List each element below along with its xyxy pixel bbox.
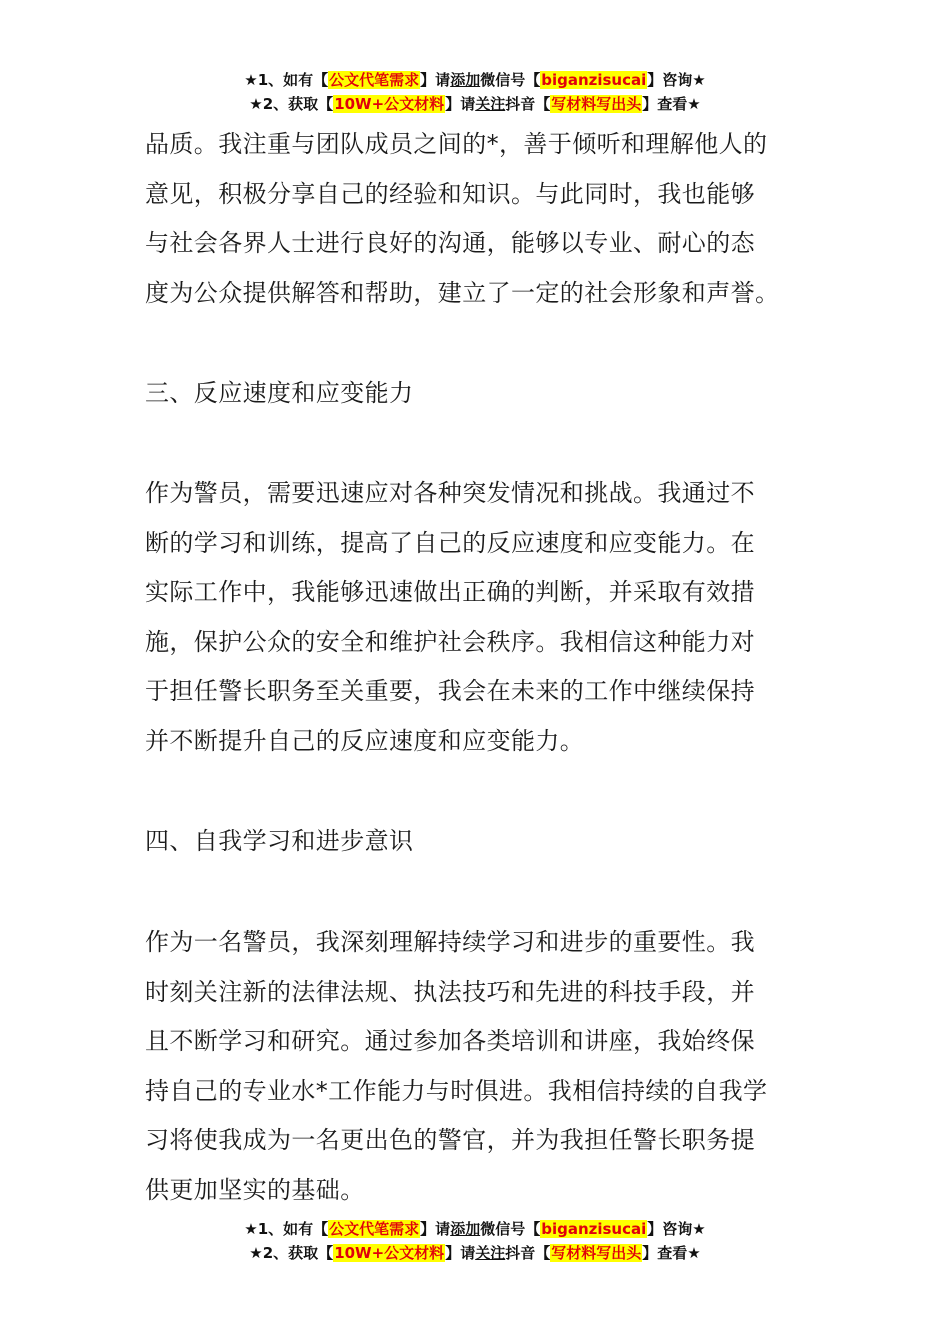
promo-line-1	[0, 1217, 950, 1241]
promo-highlight: 公文代笔需求	[329, 1220, 420, 1238]
promo-text: 】请	[445, 95, 476, 113]
promo-underline-text: 关注	[475, 95, 506, 113]
promo-text: 】请	[445, 1244, 476, 1262]
text-line: 断的学习和训练，提高了自己的反应速度和应变能力。在	[145, 528, 755, 557]
promo-text: 】请	[420, 1220, 451, 1238]
promo-banner-top	[0, 68, 950, 116]
text-line: 且不断学习和研究。通过参加各类培训和讲座，我始终保	[145, 1027, 755, 1055]
text-line: 度为公众提供解答和帮助，建立了一定的社会形象和声誉。	[145, 278, 780, 307]
promo-highlight: 写材料写出头	[551, 95, 642, 113]
text-line: 品质。我注重与团队成员之间的*，善于倾听和理解他人的	[145, 130, 768, 158]
text-line: 持自己的专业水*工作能力与时俱进。我相信持续的自我学	[145, 1076, 768, 1105]
promo-text: 】咨询★	[647, 71, 706, 89]
promo-underline-text: 关注	[475, 1244, 506, 1262]
section-heading-3	[145, 369, 810, 419]
promo-highlight: 写材料写出头	[551, 1244, 642, 1262]
promo-line-1	[0, 68, 950, 92]
promo-highlight: 10W+公文材料	[334, 95, 445, 113]
text-line: 习将使我成为一名更出色的警官，并为我担任警长职务提	[145, 1126, 755, 1154]
promo-line-2	[0, 92, 950, 116]
text-line: 实际工作中，我能够迅速做出正确的判断，并采取有效措	[145, 578, 755, 606]
promo-text: ★2、获取【	[249, 95, 334, 113]
text-line: 施，保护公众的安全和维护社会秩序。我相信这种能力对	[145, 627, 755, 656]
paragraph-self-learning	[145, 918, 810, 1215]
paragraph-reaction-speed	[145, 469, 810, 766]
promo-underline-text: 添加	[450, 1220, 481, 1238]
promo-text: 】咨询★	[647, 1220, 706, 1238]
promo-highlight: 公文代笔需求	[329, 71, 420, 89]
promo-banner-bottom	[0, 1217, 950, 1265]
promo-line-2	[0, 1241, 950, 1265]
promo-text: ★1、如有【	[244, 71, 329, 89]
promo-highlight: 10W+公文材料	[334, 1244, 445, 1262]
promo-text: 】查看★	[642, 1244, 701, 1262]
text-line: 并不断提升自己的反应速度和应变能力。	[145, 726, 585, 755]
promo-text: 抖音【	[505, 1244, 551, 1262]
promo-text: ★1、如有【	[244, 1220, 329, 1238]
promo-text: ★2、获取【	[249, 1244, 334, 1262]
promo-text: 抖音【	[505, 95, 551, 113]
promo-highlight: biganzisucai	[541, 71, 647, 89]
promo-text: 】查看★	[642, 95, 701, 113]
promo-text: 】请	[420, 71, 451, 89]
section-heading-4	[145, 817, 810, 867]
promo-text: 微信号【	[480, 71, 541, 89]
heading-text: 四、自我学习和进步意识	[145, 827, 414, 855]
text-line: 于担任警长职务至关重要，我会在未来的工作中继续保持	[145, 677, 755, 705]
promo-underline-text: 添加	[450, 71, 481, 89]
promo-text: 微信号【	[480, 1220, 541, 1238]
text-line: 作为一名警员，我深刻理解持续学习和进步的重要性。我	[145, 928, 755, 956]
text-line: 供更加坚实的基础。	[145, 1175, 365, 1204]
text-line: 意见，积极分享自己的经验和知识。与此同时，我也能够	[145, 179, 755, 208]
text-line: 与社会各界人士进行良好的沟通，能够以专业、耐心的态	[145, 229, 755, 257]
promo-highlight: biganzisucai	[541, 1220, 647, 1238]
paragraph-continuation	[145, 120, 810, 318]
text-line: 作为警员，需要迅速应对各种突发情况和挑战。我通过不	[145, 479, 755, 507]
heading-text: 三、反应速度和应变能力	[145, 379, 414, 407]
text-line: 时刻关注新的法律法规、执法技巧和先进的科技手段，并	[145, 977, 755, 1006]
